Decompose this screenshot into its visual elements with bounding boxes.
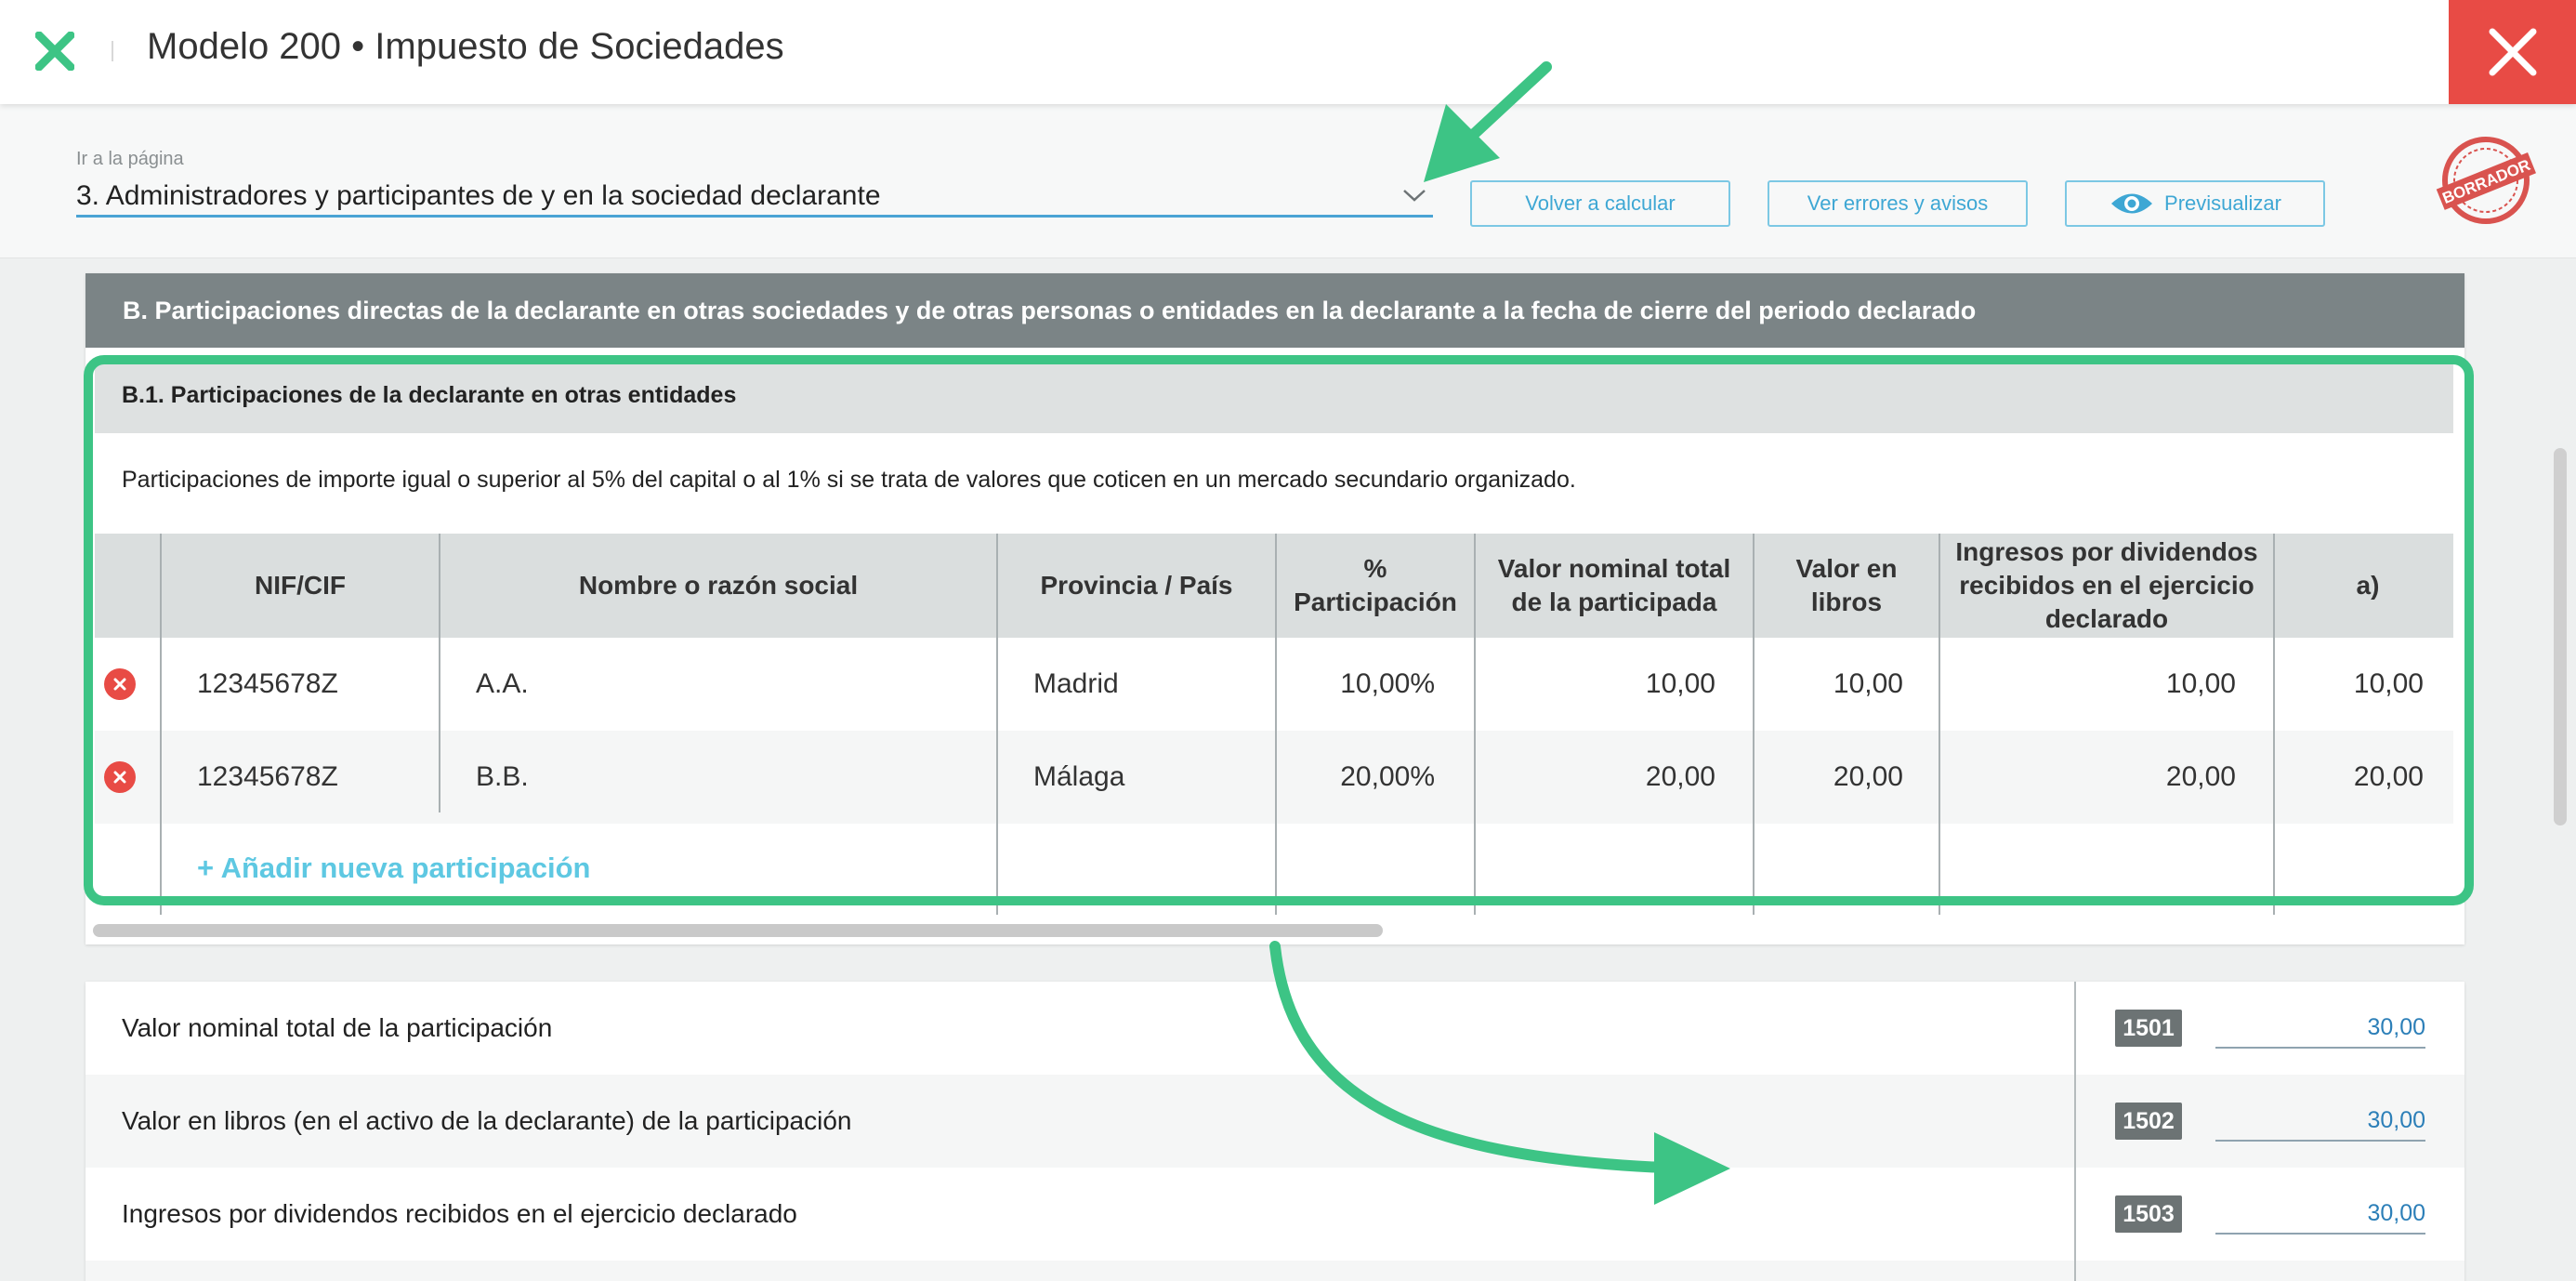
- page-title: Modelo 200 • Impuesto de Sociedades: [147, 26, 784, 67]
- cell-participacion[interactable]: 20,00%: [1340, 761, 1435, 792]
- column-header-nombre: Nombre o razón social: [578, 571, 859, 600]
- app-header: [0, 0, 2576, 104]
- x-logo-icon[interactable]: [35, 32, 74, 71]
- subsection-description: Participaciones de importe igual o superior al 5% del capital o al 1% si se trata de valores que coticen en un mercado secundario organizado.: [122, 466, 1576, 493]
- close-icon: [112, 770, 127, 785]
- cell-a[interactable]: 20,00: [2353, 761, 2424, 792]
- horizontal-scrollbar[interactable]: [93, 924, 1383, 937]
- summary-label: Ingresos por dividendos recibidos en el ejercicio declarado: [122, 1199, 797, 1228]
- cell-nombre[interactable]: B.B.: [476, 761, 529, 792]
- recalculate-label: Volver a calcular: [1525, 191, 1676, 215]
- summary-row: [85, 982, 2464, 1075]
- goto-page-select[interactable]: [76, 177, 1433, 218]
- cell-nif[interactable]: 12345678Z: [197, 761, 338, 792]
- summary-row: [85, 1168, 2464, 1261]
- cell-valor-libros[interactable]: 10,00: [1833, 668, 1903, 699]
- draft-stamp-icon: [2435, 136, 2537, 225]
- subsection-title: B.1. Participaciones de la declarante en otras entidades: [95, 357, 2453, 433]
- summary-row: [85, 1075, 2464, 1168]
- column-header-provincia: Provincia / País: [1040, 571, 1233, 600]
- delete-row-button[interactable]: [104, 761, 136, 793]
- column-header-valor-nominal: Valor nominal total de la participada: [1497, 554, 1731, 616]
- chevron-down-icon: [1401, 186, 1427, 205]
- cell-provincia[interactable]: Málaga: [1033, 761, 1125, 792]
- preview-label: Previsualizar: [2164, 191, 2281, 215]
- eye-icon: [2109, 190, 2155, 218]
- column-header-valor-libros: Valor en libros: [1795, 554, 1898, 616]
- summary-label: Valor en libros (en el activo de la declarante) de la participación: [122, 1106, 852, 1135]
- cell-valor-nominal[interactable]: 20,00: [1645, 761, 1715, 792]
- cell-ingresos[interactable]: 20,00: [2165, 761, 2236, 792]
- close-icon: [112, 677, 127, 692]
- summary-code-badge: 1503: [2115, 1195, 2182, 1233]
- column-header-participacion: % Participación: [1294, 554, 1457, 616]
- summary-section: [85, 982, 2464, 1281]
- cell-valor-nominal[interactable]: 10,00: [1645, 668, 1715, 699]
- view-errors-button[interactable]: [1768, 180, 2028, 227]
- column-header-nif: NIF/CIF: [255, 571, 346, 600]
- cell-nif[interactable]: 12345678Z: [197, 668, 338, 699]
- summary-value-field[interactable]: 30,00: [2215, 1008, 2425, 1049]
- page-toolbar: [0, 104, 2576, 258]
- summary-row: [85, 1261, 2464, 1281]
- cell-nombre[interactable]: A.A.: [476, 668, 529, 699]
- close-icon: [2487, 26, 2539, 78]
- column-header-ingresos: Ingresos por dividendos recibidos en el ejercicio declarado: [1955, 537, 2258, 633]
- preview-button[interactable]: [2065, 180, 2325, 227]
- section-title: B. Participaciones directas de la declarante en otras sociedades y de otras personas o entidades en la declarante a la fecha de cierre del periodo declarado: [85, 273, 2464, 348]
- add-participation-link[interactable]: + Añadir nueva participación: [197, 852, 591, 884]
- summary-column-divider: [2074, 982, 2076, 1281]
- draft-stamp-text: BORRADOR: [2439, 155, 2533, 207]
- goto-page-label: Ir a la página: [76, 149, 184, 169]
- cell-a[interactable]: 10,00: [2353, 668, 2424, 699]
- close-button[interactable]: [2449, 0, 2576, 104]
- summary-value-field[interactable]: 30,00: [2215, 1101, 2425, 1142]
- summary-label: Valor nominal total de la participación: [122, 1013, 553, 1042]
- cell-valor-libros[interactable]: 20,00: [1833, 761, 1903, 792]
- header-divider: [112, 41, 113, 61]
- goto-page-value: 3. Administradores y participantes de y en la sociedad declarante: [76, 179, 881, 211]
- vertical-scrollbar[interactable]: [2554, 448, 2567, 825]
- recalculate-button[interactable]: [1470, 180, 1730, 227]
- summary-value-field[interactable]: 30,00: [2215, 1194, 2425, 1235]
- cell-participacion[interactable]: 10,00%: [1340, 668, 1435, 699]
- summary-code-badge: 1502: [2115, 1103, 2182, 1140]
- view-errors-label: Ver errores y avisos: [1807, 191, 1989, 215]
- delete-row-button[interactable]: [104, 668, 136, 700]
- column-header-a: a): [2356, 571, 2380, 600]
- participations-section: [85, 273, 2464, 944]
- cell-provincia[interactable]: Madrid: [1033, 668, 1119, 699]
- cell-ingresos[interactable]: 10,00: [2165, 668, 2236, 699]
- summary-code-badge: 1501: [2115, 1010, 2182, 1047]
